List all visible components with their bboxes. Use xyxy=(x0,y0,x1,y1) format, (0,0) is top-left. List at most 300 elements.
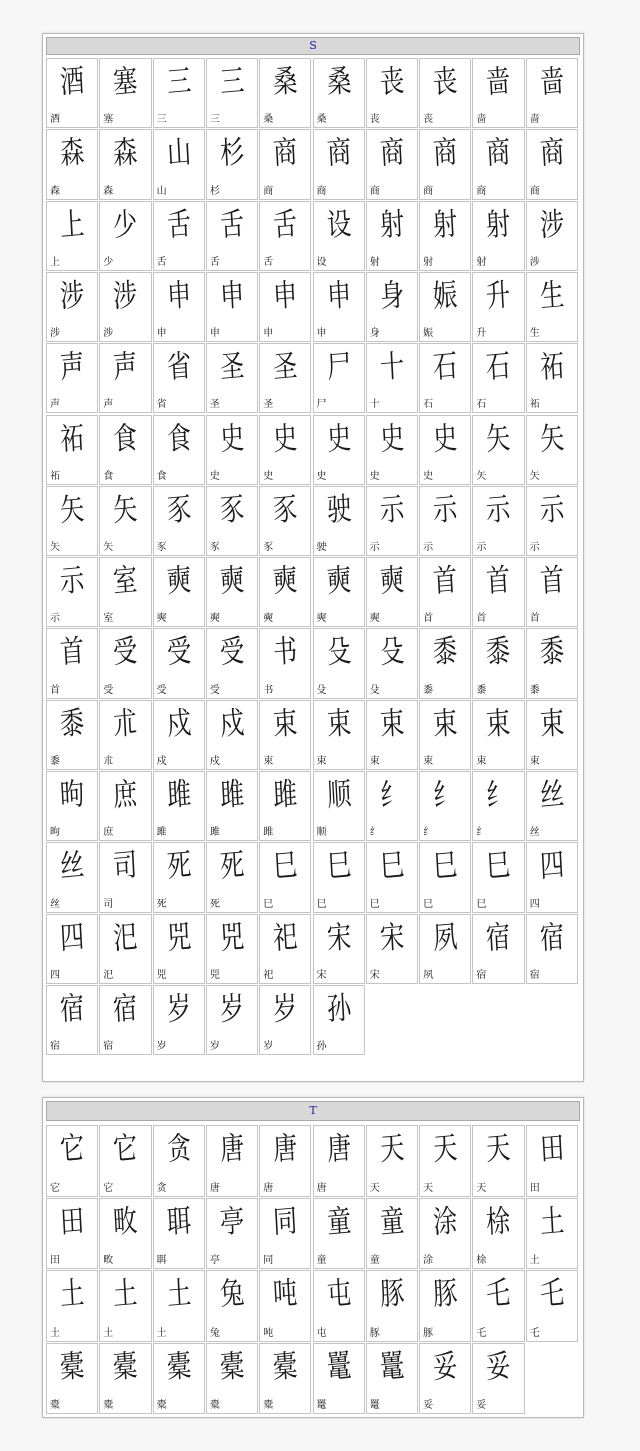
character-label: 丧 xyxy=(369,114,380,126)
character-cell xyxy=(419,58,471,128)
oracle-glyph-image: 舌 xyxy=(218,205,246,244)
oracle-glyph-image: 身 xyxy=(378,276,405,315)
character-cell xyxy=(99,842,151,912)
character-label: 商 xyxy=(369,185,380,197)
character-label: 黍 xyxy=(476,684,487,696)
character-cell xyxy=(206,700,258,770)
character-label: 丝 xyxy=(50,898,60,910)
oracle-glyph-image: 朮 xyxy=(112,704,139,743)
oracle-glyph-image: 它 xyxy=(112,1129,139,1169)
oracle-glyph-image: 圣 xyxy=(272,348,299,387)
oracle-glyph-image: 豚 xyxy=(378,1274,405,1314)
character-label: 豚 xyxy=(369,1327,380,1339)
character-cell xyxy=(259,771,311,841)
character-cell xyxy=(99,700,151,770)
oracle-glyph-image: 鼍 xyxy=(325,1347,352,1386)
character-cell xyxy=(259,1198,311,1270)
character-cell xyxy=(366,201,418,271)
oracle-glyph-image: 巳 xyxy=(272,847,299,886)
oracle-glyph-image: 岁 xyxy=(218,989,246,1028)
character-label: 黍 xyxy=(50,755,60,767)
oracle-glyph-image: 涉 xyxy=(59,276,86,315)
character-cell xyxy=(313,700,365,770)
oracle-glyph-image: 橐 xyxy=(59,1347,86,1386)
oracle-glyph-image: 束 xyxy=(485,704,512,743)
character-cell xyxy=(99,343,151,413)
oracle-glyph-image: 束 xyxy=(432,704,459,743)
character-cell xyxy=(526,415,578,485)
character-label: 驶 xyxy=(316,542,327,554)
character-cell xyxy=(419,557,471,627)
character-cell xyxy=(366,1198,418,1270)
character-label: 受 xyxy=(156,684,167,696)
character-label: 圣 xyxy=(209,399,220,411)
section-s-panel xyxy=(42,33,584,1082)
character-label: 顺 xyxy=(316,827,327,839)
oracle-glyph-image: 生 xyxy=(538,276,565,315)
oracle-glyph-image: 桑 xyxy=(272,62,299,102)
oracle-glyph-image: 戍 xyxy=(218,704,246,743)
character-label: 升 xyxy=(476,328,487,340)
character-cell xyxy=(526,343,578,413)
character-cell xyxy=(46,1125,98,1197)
oracle-glyph-image: 同 xyxy=(272,1202,299,1241)
character-label: 丝 xyxy=(529,827,540,839)
character-label: 束 xyxy=(423,755,434,767)
oracle-glyph-image: 书 xyxy=(272,633,299,672)
oracle-glyph-image: 唐 xyxy=(272,1129,299,1169)
character-cell xyxy=(259,201,311,271)
oracle-glyph-image: 奭 xyxy=(325,562,352,601)
character-label: 四 xyxy=(50,969,60,981)
character-cell xyxy=(526,1270,578,1342)
character-label: 史 xyxy=(316,470,327,482)
character-cell xyxy=(313,415,365,485)
character-label: 石 xyxy=(423,399,434,411)
oracle-glyph-image: 黍 xyxy=(59,704,86,743)
character-cell xyxy=(46,771,98,841)
oracle-glyph-image: 涉 xyxy=(538,205,565,244)
character-cell xyxy=(46,628,98,698)
character-cell xyxy=(526,914,578,984)
character-cell xyxy=(206,486,258,556)
character-label: 殳 xyxy=(369,684,380,696)
oracle-glyph-image: 雎 xyxy=(165,775,192,815)
character-cell xyxy=(99,272,151,342)
character-cell xyxy=(419,343,471,413)
character-cell xyxy=(313,343,365,413)
oracle-glyph-image: 商 xyxy=(378,134,405,173)
character-cell xyxy=(153,1198,205,1270)
character-label: 山 xyxy=(156,185,167,197)
character-cell xyxy=(206,914,258,984)
character-label: 土 xyxy=(50,1327,60,1339)
character-cell xyxy=(206,1270,258,1342)
oracle-glyph-image: 奭 xyxy=(272,562,299,601)
character-label: 杉 xyxy=(209,185,220,197)
character-label: 束 xyxy=(369,755,380,767)
character-cell xyxy=(206,557,258,627)
character-cell xyxy=(472,343,524,413)
character-label: 食 xyxy=(103,470,114,482)
character-cell xyxy=(313,58,365,128)
character-cell xyxy=(366,343,418,413)
character-cell xyxy=(99,415,151,485)
character-label: 土 xyxy=(529,1255,540,1266)
character-cell xyxy=(153,415,205,485)
character-cell xyxy=(259,557,311,627)
character-cell xyxy=(153,628,205,698)
oracle-glyph-image: 矢 xyxy=(485,419,512,458)
character-cell xyxy=(206,842,258,912)
oracle-glyph-image: 顺 xyxy=(325,775,352,815)
oracle-glyph-image: 射 xyxy=(378,205,405,244)
oracle-glyph-image: 尸 xyxy=(325,348,352,387)
oracle-glyph-image: 天 xyxy=(378,1129,405,1169)
oracle-glyph-image: 啬 xyxy=(538,62,565,102)
oracle-glyph-image: 土 xyxy=(165,1274,192,1314)
character-label: 昫 xyxy=(50,827,60,839)
oracle-glyph-image: 丧 xyxy=(432,62,459,102)
character-cell xyxy=(472,415,524,485)
character-cell xyxy=(526,201,578,271)
section-s-header: S xyxy=(46,37,580,55)
oracle-glyph-image: 乇 xyxy=(538,1274,565,1314)
character-cell xyxy=(206,201,258,271)
character-label: 食 xyxy=(156,470,167,482)
character-label: 同 xyxy=(263,1255,274,1266)
character-label: 戍 xyxy=(209,755,220,767)
oracle-glyph-image: 设 xyxy=(325,205,352,244)
character-cell xyxy=(472,1343,524,1415)
character-label: 首 xyxy=(423,613,434,625)
character-cell xyxy=(99,557,151,627)
character-label: 史 xyxy=(209,470,220,482)
character-label: 鼍 xyxy=(369,1400,380,1411)
character-cell xyxy=(46,272,98,342)
oracle-glyph-image: 束 xyxy=(378,704,405,743)
character-cell xyxy=(99,486,151,556)
character-cell xyxy=(419,628,471,698)
oracle-glyph-image: 汜 xyxy=(112,918,139,957)
character-label: 鼍 xyxy=(316,1400,327,1411)
oracle-glyph-image: 宿 xyxy=(112,989,139,1028)
oracle-glyph-image: 妥 xyxy=(485,1347,512,1386)
character-label: 死 xyxy=(156,898,167,910)
character-label: 兕 xyxy=(209,969,220,981)
oracle-glyph-image: 岁 xyxy=(165,989,192,1028)
oracle-glyph-image: 死 xyxy=(218,847,246,886)
character-cell xyxy=(259,1270,311,1342)
character-cell xyxy=(472,700,524,770)
character-label: 童 xyxy=(369,1255,380,1266)
character-cell xyxy=(366,272,418,342)
oracle-glyph-image: 聑 xyxy=(165,1202,192,1241)
oracle-glyph-image: 商 xyxy=(325,134,352,173)
character-cell xyxy=(99,129,151,199)
character-label: 田 xyxy=(50,1255,60,1266)
character-cell xyxy=(419,771,471,841)
oracle-glyph-image: 史 xyxy=(272,419,299,458)
oracle-glyph-image: 石 xyxy=(485,348,512,387)
character-label: 祏 xyxy=(529,399,540,411)
character-cell xyxy=(526,628,578,698)
oracle-glyph-image: 示 xyxy=(432,490,459,529)
oracle-glyph-image: 祏 xyxy=(538,348,565,387)
oracle-glyph-image: 娠 xyxy=(432,276,459,315)
oracle-glyph-image: 宿 xyxy=(59,989,86,1028)
character-label: 圣 xyxy=(263,399,274,411)
character-cell xyxy=(99,985,151,1055)
oracle-glyph-image: 酒 xyxy=(59,62,86,102)
character-cell xyxy=(472,486,524,556)
character-label: 设 xyxy=(316,256,327,268)
character-cell xyxy=(472,914,524,984)
character-label: 吨 xyxy=(263,1327,274,1339)
oracle-glyph-image: 黍 xyxy=(538,633,565,672)
character-cell xyxy=(153,58,205,128)
oracle-glyph-image: 丧 xyxy=(378,62,405,102)
character-label: 宿 xyxy=(50,1041,60,1053)
character-label: 巳 xyxy=(263,898,274,910)
character-label: 森 xyxy=(50,185,60,197)
oracle-glyph-image: 商 xyxy=(432,134,459,173)
character-cell xyxy=(46,1198,98,1270)
oracle-glyph-image: 天 xyxy=(432,1129,459,1169)
character-cell xyxy=(99,771,151,841)
oracle-glyph-image: 舌 xyxy=(272,205,299,244)
character-cell xyxy=(419,1125,471,1197)
oracle-glyph-image: 戍 xyxy=(165,704,192,743)
character-cell xyxy=(206,771,258,841)
character-label: 唐 xyxy=(209,1182,220,1194)
character-label: 岁 xyxy=(263,1041,274,1053)
character-label: 束 xyxy=(529,755,540,767)
character-cell xyxy=(366,700,418,770)
character-label: 乇 xyxy=(476,1327,487,1339)
character-cell xyxy=(206,58,258,128)
character-label: 宿 xyxy=(476,969,487,981)
character-label: 汜 xyxy=(103,969,114,981)
character-label: 宿 xyxy=(529,969,540,981)
character-cell xyxy=(419,842,471,912)
oracle-glyph-image: 土 xyxy=(59,1274,86,1314)
character-label: 橐 xyxy=(263,1400,274,1411)
character-label: 商 xyxy=(316,185,327,197)
oracle-glyph-image: 示 xyxy=(538,490,565,529)
character-cell xyxy=(153,557,205,627)
character-cell xyxy=(259,272,311,342)
oracle-glyph-image: 奭 xyxy=(218,562,246,601)
character-cell xyxy=(526,1125,578,1197)
oracle-glyph-image: 橐 xyxy=(165,1347,192,1386)
oracle-glyph-image: 殳 xyxy=(378,633,405,672)
character-cell xyxy=(46,58,98,128)
character-cell xyxy=(153,1125,205,1197)
oracle-glyph-image: 森 xyxy=(112,134,139,173)
character-cell xyxy=(419,914,471,984)
character-cell xyxy=(313,842,365,912)
oracle-glyph-image: 鼍 xyxy=(378,1347,405,1386)
character-cell xyxy=(366,486,418,556)
character-label: 奭 xyxy=(156,613,167,625)
oracle-glyph-image: 田 xyxy=(538,1129,565,1169)
character-label: 岁 xyxy=(209,1041,220,1053)
character-label: 纟 xyxy=(423,827,434,839)
oracle-glyph-image: 豕 xyxy=(272,490,299,529)
oracle-glyph-image: 祀 xyxy=(272,918,299,957)
character-cell xyxy=(419,1270,471,1342)
character-cell xyxy=(153,700,205,770)
oracle-glyph-image: 殳 xyxy=(325,633,352,672)
character-label: 示 xyxy=(369,542,380,554)
oracle-glyph-image: 唐 xyxy=(325,1129,352,1169)
character-cell xyxy=(46,415,98,485)
oracle-glyph-image: 黍 xyxy=(485,633,512,672)
character-cell xyxy=(99,1125,151,1197)
character-cell xyxy=(526,842,578,912)
character-cell xyxy=(419,415,471,485)
oracle-glyph-image: 宋 xyxy=(378,918,405,957)
oracle-glyph-image: 庶 xyxy=(112,775,139,815)
character-label: 射 xyxy=(369,256,380,268)
character-cell xyxy=(472,557,524,627)
oracle-glyph-image: 受 xyxy=(165,633,192,672)
character-label: 声 xyxy=(103,399,114,411)
character-cell xyxy=(313,1125,365,1197)
oracle-glyph-image: 亭 xyxy=(218,1202,246,1241)
character-label: 黍 xyxy=(423,684,434,696)
character-label: 夙 xyxy=(423,969,434,981)
character-label: 射 xyxy=(423,256,434,268)
character-label: 束 xyxy=(476,755,487,767)
oracle-glyph-image: 史 xyxy=(325,419,352,458)
character-label: 天 xyxy=(423,1182,434,1194)
oracle-glyph-image: 首 xyxy=(538,562,565,601)
oracle-glyph-image: 屯 xyxy=(325,1274,352,1314)
character-cell xyxy=(259,1125,311,1197)
character-cell xyxy=(526,1198,578,1270)
character-cell xyxy=(46,486,98,556)
character-cell xyxy=(313,1343,365,1415)
oracle-glyph-image: 雎 xyxy=(218,775,246,815)
character-label: 豕 xyxy=(156,542,167,554)
character-label: 橐 xyxy=(156,1400,167,1411)
oracle-glyph-image: 四 xyxy=(59,918,86,957)
character-label: 矢 xyxy=(50,542,60,554)
character-cell xyxy=(206,129,258,199)
oracle-glyph-image: 塞 xyxy=(112,62,139,102)
character-label: 屯 xyxy=(316,1327,327,1339)
character-label: 矢 xyxy=(103,542,114,554)
character-label: 朮 xyxy=(103,755,114,767)
oracle-glyph-image: 首 xyxy=(59,633,86,672)
character-cell xyxy=(46,129,98,199)
character-label: 商 xyxy=(423,185,434,197)
character-cell xyxy=(366,628,418,698)
character-cell xyxy=(526,486,578,556)
character-cell xyxy=(206,628,258,698)
oracle-glyph-image: 天 xyxy=(485,1129,512,1169)
oracle-glyph-image: 宿 xyxy=(538,918,565,957)
oracle-glyph-image: 童 xyxy=(325,1202,352,1241)
oracle-glyph-image: 束 xyxy=(538,704,565,743)
character-label: 殳 xyxy=(316,684,327,696)
oracle-glyph-image: 奭 xyxy=(165,562,192,601)
character-cell xyxy=(472,1270,524,1342)
oracle-glyph-image: 示 xyxy=(485,490,512,529)
character-label: 豚 xyxy=(423,1327,434,1339)
character-cell xyxy=(313,914,365,984)
character-cell xyxy=(526,700,578,770)
oracle-glyph-image: 圣 xyxy=(218,348,246,387)
character-label: 庶 xyxy=(103,827,114,839)
character-cell xyxy=(313,557,365,627)
character-cell xyxy=(99,1343,151,1415)
character-label: 申 xyxy=(316,328,327,340)
oracle-glyph-image: 昫 xyxy=(59,775,86,815)
character-label: 室 xyxy=(103,613,114,625)
oracle-glyph-image: 梌 xyxy=(485,1202,512,1241)
character-cell xyxy=(313,628,365,698)
character-label: 桑 xyxy=(263,114,274,126)
oracle-glyph-image: 申 xyxy=(272,276,299,315)
character-label: 首 xyxy=(476,613,487,625)
character-cell xyxy=(46,1270,98,1342)
character-cell xyxy=(153,201,205,271)
character-label: 尸 xyxy=(316,399,327,411)
character-label: 宋 xyxy=(369,969,380,981)
oracle-glyph-image: 巳 xyxy=(378,847,405,886)
character-cell xyxy=(153,486,205,556)
character-label: 十 xyxy=(369,399,380,411)
character-cell xyxy=(153,1270,205,1342)
character-cell xyxy=(366,58,418,128)
character-cell xyxy=(313,771,365,841)
character-label: 祀 xyxy=(263,969,274,981)
character-label: 史 xyxy=(423,470,434,482)
oracle-glyph-image: 丝 xyxy=(59,847,86,886)
oracle-glyph-image: 岁 xyxy=(272,989,299,1028)
character-cell xyxy=(99,58,151,128)
character-label: 司 xyxy=(103,898,114,910)
character-label: 三 xyxy=(209,114,220,126)
character-label: 唐 xyxy=(263,1182,274,1194)
character-label: 它 xyxy=(50,1182,60,1194)
character-label: 啬 xyxy=(476,114,487,126)
oracle-glyph-image: 省 xyxy=(165,348,192,387)
oracle-glyph-image: 史 xyxy=(218,419,246,458)
character-label: 申 xyxy=(263,328,274,340)
oracle-glyph-image: 纟 xyxy=(378,775,405,815)
character-label: 首 xyxy=(529,613,540,625)
oracle-glyph-image: 贪 xyxy=(165,1129,192,1169)
character-label: 示 xyxy=(423,542,434,554)
character-label: 首 xyxy=(50,684,60,696)
oracle-glyph-image: 豚 xyxy=(432,1274,459,1314)
character-cell xyxy=(313,1270,365,1342)
oracle-glyph-image: 束 xyxy=(272,704,299,743)
character-cell xyxy=(366,1125,418,1197)
character-label: 涉 xyxy=(50,328,60,340)
character-cell xyxy=(206,1343,258,1415)
character-cell xyxy=(419,1198,471,1270)
character-label: 雎 xyxy=(209,827,220,839)
character-cell xyxy=(526,557,578,627)
oracle-glyph-image: 祏 xyxy=(59,419,86,458)
oracle-glyph-image: 夙 xyxy=(432,918,459,957)
character-cell xyxy=(259,914,311,984)
